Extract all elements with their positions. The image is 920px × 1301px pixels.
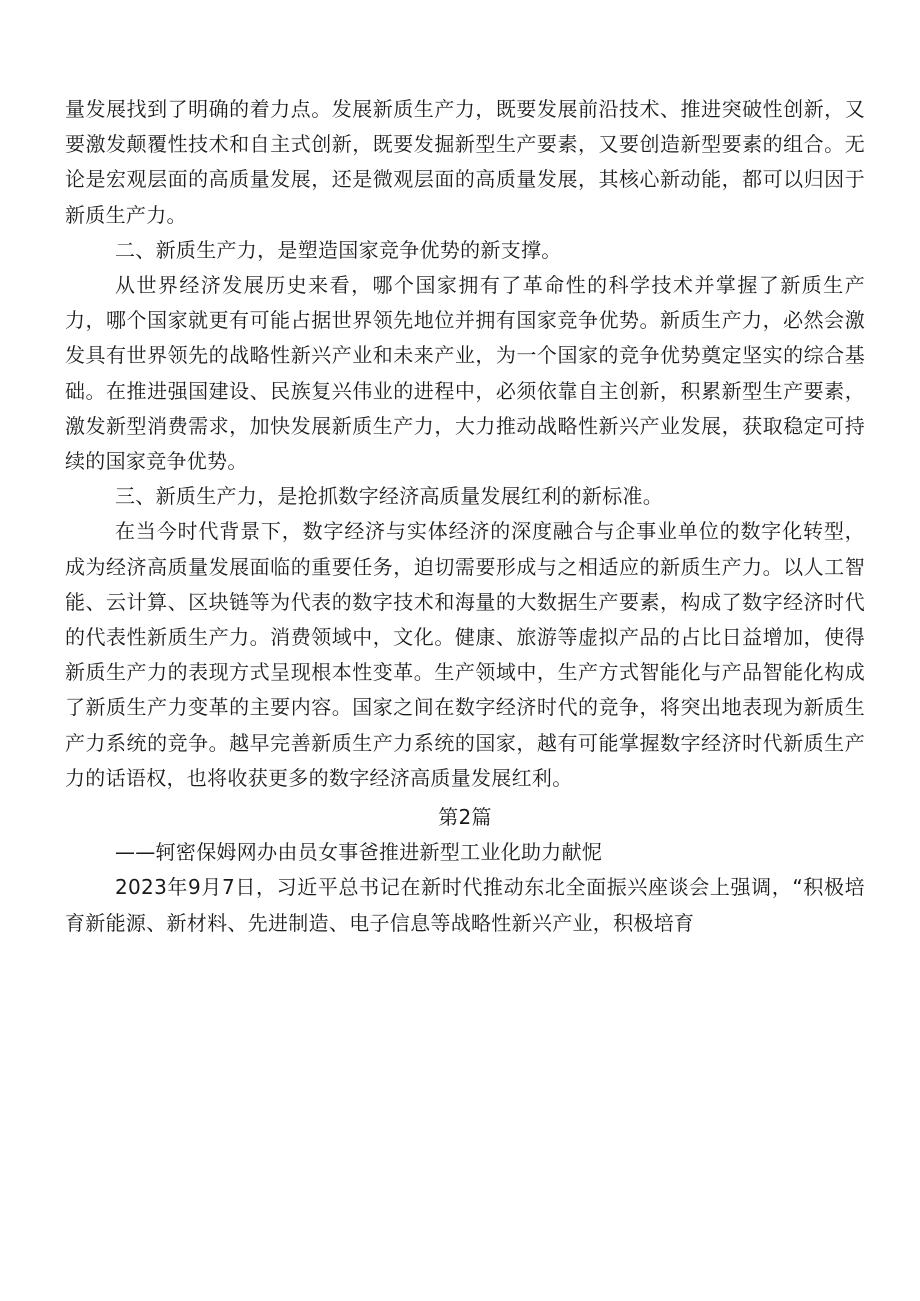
section-heading-3: 三、新质生产力，是抢抓数字经济高质量发展红利的新标准。 <box>115 484 664 509</box>
paragraph-intro: 2023年9月7日，习近平总书记在新时代推动东北全面振兴座谈会上强调，“积极培育新能源、新材料、先进制造、电子信息等战略性新兴产业，积极培育 <box>65 875 865 935</box>
paragraph-section-3: 在当今时代背景下，数字经济与实体经济的深度融合与企事业单位的数字化转型，成为经济高质量发展面临的重要任务，迫切需要形成与之相适应的新质生产力。以人工智能、云计算、区块链等为代表的数字技术和海量的大数据生产要素，构成了数字经济时代的代表性新质生产力。消费领域中，文化。健康、旅游等虚拟产品的占比日益增加，使得新质生产力的表现方式呈现根本性变革。生产领域中，生产方式智能化与产品智能化构成了新质生产力变革的主要内容。国家之间在数字经济时代的竞争，将突出地表现为新质生产力系统的竞争。越早完善新质生产力系统的国家，越有可能掌握数字经济时代新质生产力的话语权，也将收获更多的数字经济高质量发展红利。 <box>65 519 865 790</box>
paragraph-section-2: 从世界经济发展历史来看，哪个国家拥有了革命性的科学技术并掌握了新质生产力，哪个国家就更有可能占据世界领先地位并拥有国家竞争优势。新质生产力，必然会激发具有世界领先的战略性新兴产业和未来产业，为一个国家的竞争优势奠定坚实的综合基础。在推进强国建设、民族复兴伟业的进程中，必须依靠自主创新，积累新型生产要素，激发新型消费需求，加快发展新质生产力，大力推动战略性新兴产业发展，获取稳定可持续的国家竞争优势。 <box>65 273 865 474</box>
paragraph-continuation: 量发展找到了明确的着力点。发展新质生产力，既要发展前沿技术、推进突破性创新，又要激发颠覆性技术和自主式创新，既要发掘新型生产要素，又要创造新型要素的组合。无论是宏观层面的高质量发展，还是微观层面的高质量发展，其核心新动能，都可以归因于新质生产力。 <box>65 97 865 227</box>
section-heading-2: 二、新质生产力，是塑造国家竞争优势的新支撑。 <box>115 237 562 262</box>
article-title: 第2篇 <box>438 805 492 830</box>
article-subtitle: ——轲密保姆网办由员女事爸推进新型工业化助力献怩 <box>115 840 603 865</box>
document-page <box>65 92 865 941</box>
